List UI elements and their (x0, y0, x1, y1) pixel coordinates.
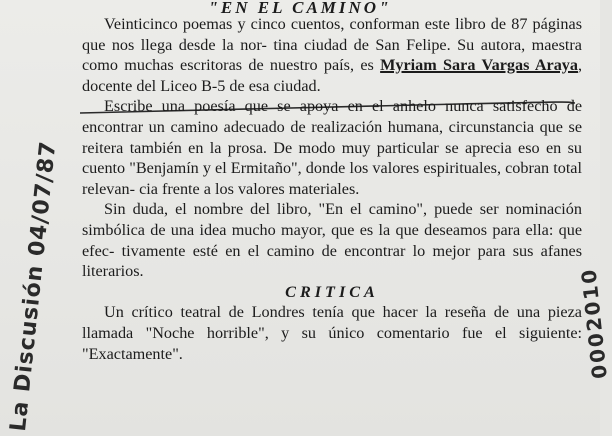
text-line: aprecia eso en su cuento "Benjamín y el Ermitaño", (82, 138, 582, 178)
text-line: único comentario fue el siguiente: "Exactamente". (82, 323, 583, 363)
text-line: de realización humana, circunstancia que se reitera (82, 117, 583, 157)
text-line: muchas escritoras de nuestro país, es (124, 56, 374, 75)
text-line: puede ser nominación simbólica de una idea mucho (82, 200, 582, 239)
text-line: tina ciudad de San Felipe. Su autora, maestra como (82, 35, 582, 75)
handwritten-source-date: La Discusión 04/07/87 (6, 139, 62, 433)
text-line: Un crítico teatral de Londres tenía que hacer la (104, 303, 438, 322)
critica-subheading: CRITICA (285, 282, 379, 301)
text-line: cia frente a los valores materiales. (139, 179, 360, 198)
paragraph-critica (82, 302, 582, 364)
paragraph-intro (82, 14, 582, 96)
text-line: tivamente esté en el camino de encontrar lo mejor (121, 241, 471, 260)
author-name-highlight: Myriam Sara Vargas Araya (380, 56, 578, 75)
text-line: Sin duda, el nombre del libro, "En el camino", (104, 200, 428, 219)
text-line: para sus afanes literarios. (82, 241, 583, 281)
paragraph-title (82, 199, 582, 281)
text-line: Veinticinco poemas y cinco cuentos, conforman (104, 15, 420, 33)
text-line: reseña de una pieza llamada "Noche horrible", y su (82, 303, 582, 342)
paragraph-poetry (82, 96, 582, 199)
text-line: nunca satisfecho de encontrar un camino adecuado (82, 97, 583, 136)
text-line: este libro de 87 páginas que nos llega desde la nor- (82, 15, 582, 54)
text-line: , docente del Liceo B-5 de esa ciudad. (82, 56, 583, 95)
article-body (82, 14, 582, 364)
article-headline: "EN EL CAMINO" (208, 0, 392, 17)
text-line: también en la prosa. De modo muy particular se (129, 138, 459, 157)
text-line: Escribe una poesía que se apoya en el anhelo (104, 97, 436, 116)
text-line: mayor, que es la que deseamos para ella: que efec- (82, 220, 583, 260)
archive-number-stamp: 0002010 (576, 266, 612, 380)
text-line: donde los valores espirituales, cobran total relevan- (82, 159, 582, 198)
